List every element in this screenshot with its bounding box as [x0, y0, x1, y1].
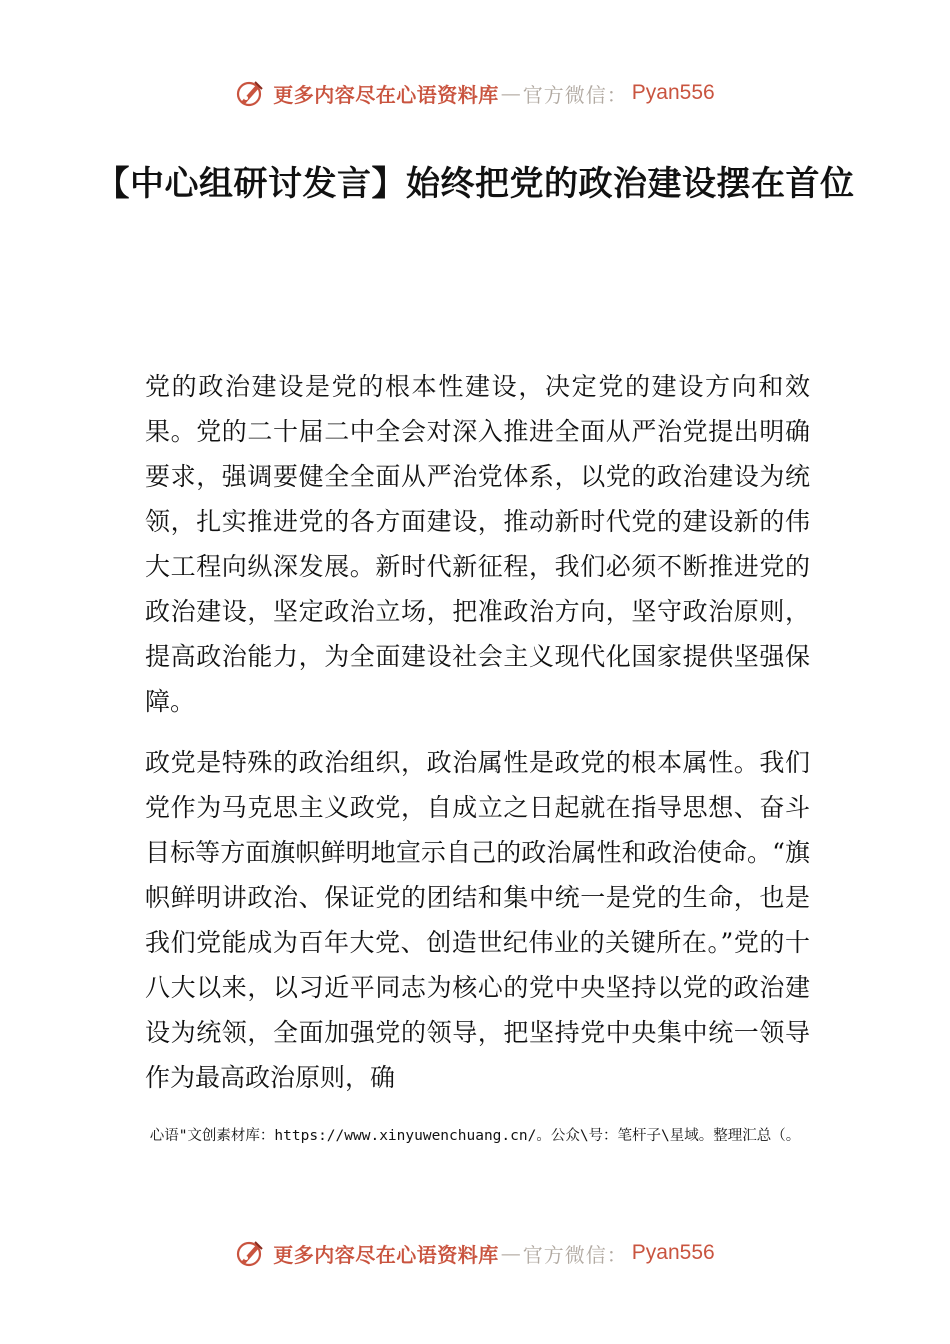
banner-wechat-label: 官方微信：	[522, 82, 628, 107]
body-paragraph-2: 政党是特殊的政治组织，政治属性是政党的根本属性。我们党作为马克思主义政党，自成立之日起就在指导思想、奋斗目标等方面旗帜鲜明地宣示自己的政治属性和政治使命。“旗帜鲜明讲政治、保证党的团结和集中统一是党的生命，也是我们党能成为百年大党、创造世纪伟业的关键所在。”党的十八大以来，以习近平同志为核心的党中央坚持以党的政治建设为统领，全面加强党的领导，把坚持党中央集中统一领导作为最高政治原则，确	[145, 748, 810, 1092]
quill-pen-logo-icon	[235, 1238, 265, 1268]
document-title: 【中心组研讨发言】始终把党的政治建设摆在首位	[95, 164, 855, 204]
quill-pen-logo-icon	[235, 78, 265, 108]
header-banner	[0, 73, 950, 113]
banner-wechat-id: Pyan556	[631, 81, 715, 104]
banner-wechat-id: Pyan556	[631, 1241, 715, 1264]
banner-brand-text: 更多内容尽在心语资料库	[273, 1242, 499, 1267]
source-note: 心语"文创素材库：https://www.xinyuwenchuang.cn/。公众\号：笔杆子\星域。整理汇总（。	[149, 1128, 801, 1144]
footer-banner	[0, 1233, 950, 1273]
banner-separator: —	[500, 81, 521, 105]
banner-separator: —	[500, 1241, 521, 1265]
banner-wechat-label: 官方微信：	[522, 1242, 628, 1267]
banner-brand-text: 更多内容尽在心语资料库	[273, 82, 499, 107]
body-paragraph-1: 党的政治建设是党的根本性建设，决定党的建设方向和效果。党的二十届二中全会对深入推进全面从严治党提出明确要求，强调要健全全面从严治党体系，以党的政治建设为统领，扎实推进党的各方面建设，推动新时代党的建设新的伟大工程向纵深发展。新时代新征程，我们必须不断推进党的政治建设，坚定政治立场，把准政治方向，坚守政治原则，提高政治能力，为全面建设社会主义现代化国家提供坚强保障。	[145, 372, 810, 716]
